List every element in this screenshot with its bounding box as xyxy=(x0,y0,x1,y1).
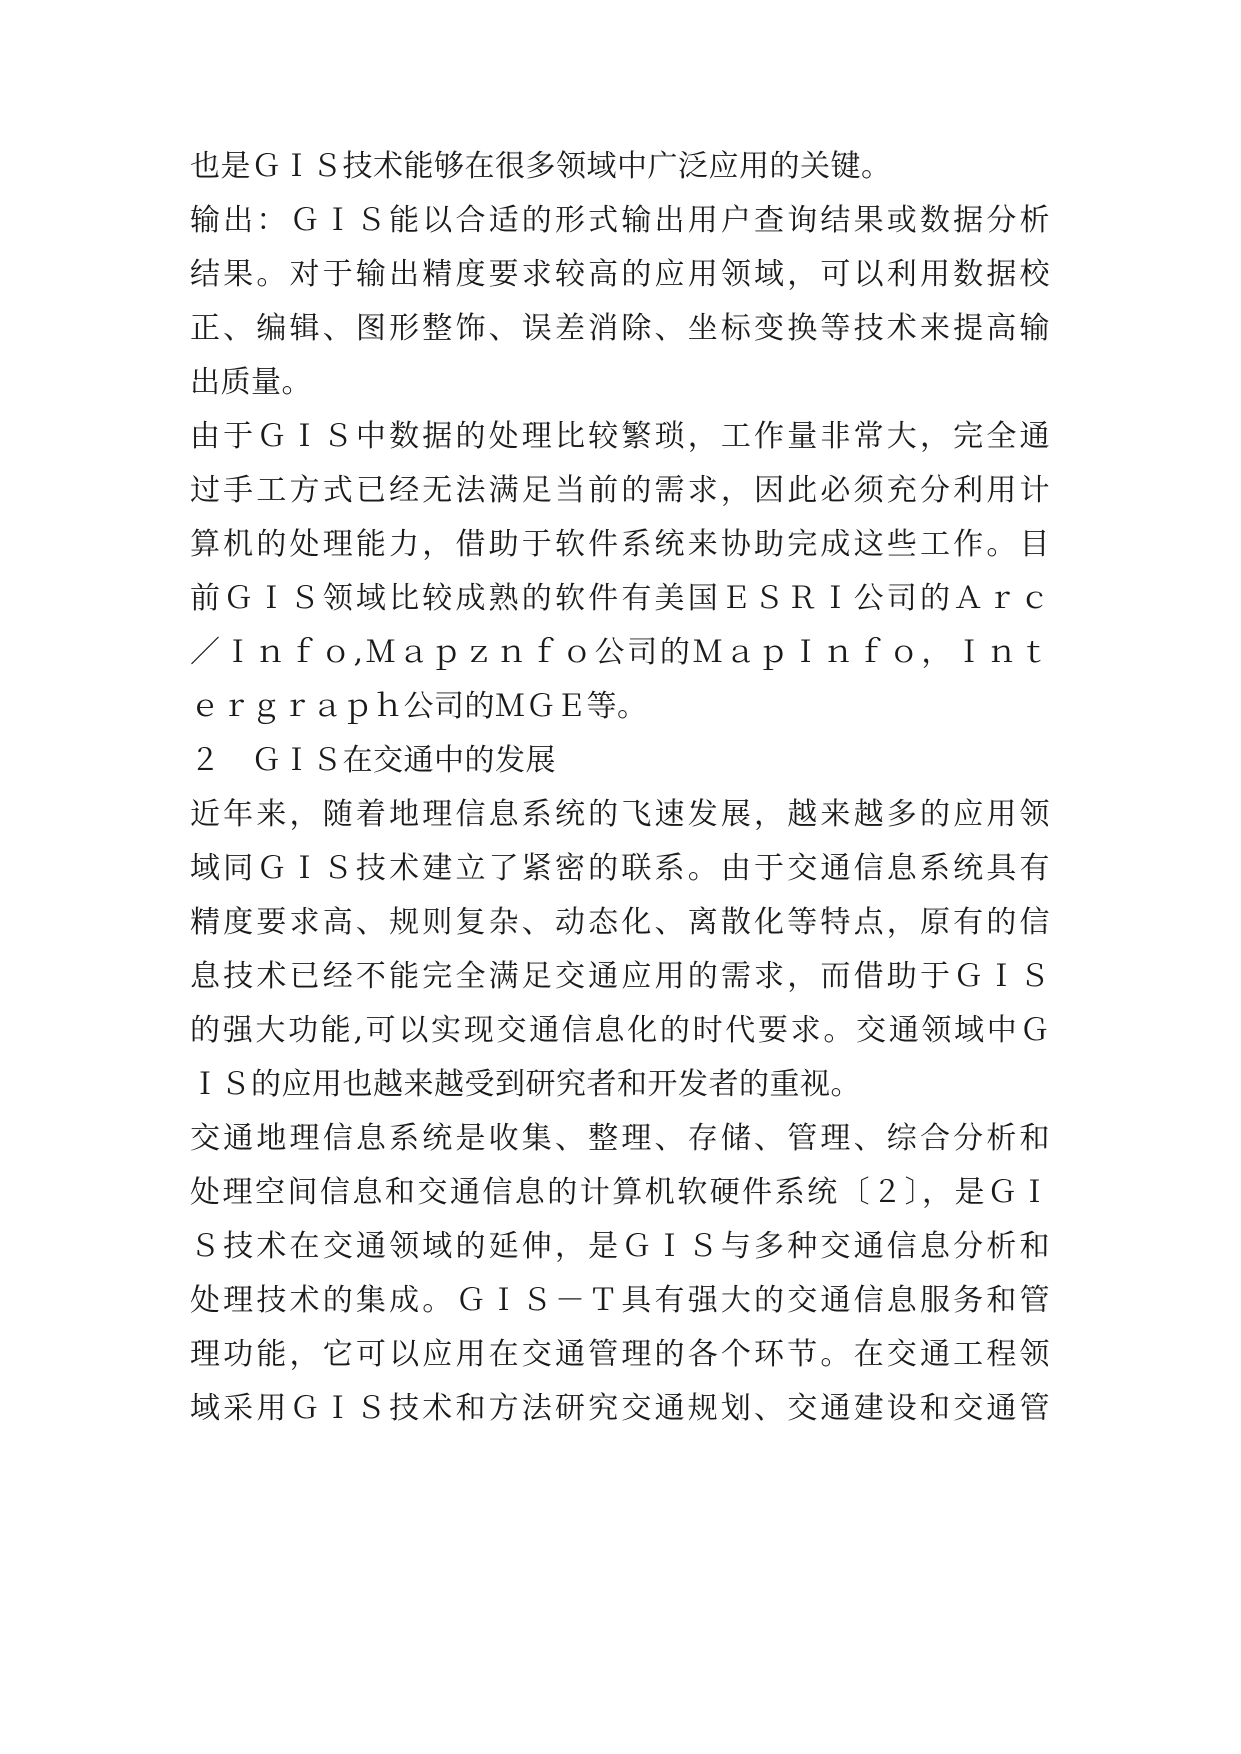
text-line: ／Ｉｎｆｏ,Ｍａｐｚｎｆｏ公司的ＭａｐＩｎｆｏ，Ｉｎｔ xyxy=(190,635,1050,670)
text-line: 过手工方式已经无法满足当前的需求，因此必须充分利用计 xyxy=(190,473,1050,508)
text-line: 结果。对于输出精度要求较高的应用领域，可以利用数据校 xyxy=(190,257,1050,292)
text-line: 理功能，它可以应用在交通管理的各个环节。在交通工程领 xyxy=(190,1337,1050,1372)
text-line: 精度要求高、规则复杂、动态化、离散化等特点，原有的信 xyxy=(190,905,1050,940)
text-line: 出质量。 xyxy=(190,365,312,400)
text-line: 前ＧＩＳ领域比较成熟的软件有美国ＥＳＲＩ公司的Ａｒｃ xyxy=(190,581,1050,616)
text-line: 交通地理信息系统是收集、整理、存储、管理、综合分析和 xyxy=(190,1121,1050,1156)
text-line: Ｓ技术在交通领域的延伸，是ＧＩＳ与多种交通信息分析和 xyxy=(190,1229,1050,1264)
section-heading: ２ ＧＩＳ在交通中的发展 xyxy=(190,743,556,778)
text-line: 也是ＧＩＳ技术能够在很多领域中广泛应用的关键。 xyxy=(190,149,892,184)
text-line: 域同ＧＩＳ技术建立了紧密的联系。由于交通信息系统具有 xyxy=(190,851,1050,886)
text-line: 域采用ＧＩＳ技术和方法研究交通规划、交通建设和交通管 xyxy=(190,1391,1050,1426)
text-line: 正、编辑、图形整饰、误差消除、坐标变换等技术来提高输 xyxy=(190,311,1050,346)
text-line: 近年来，随着地理信息系统的飞速发展，越来越多的应用领 xyxy=(190,797,1050,832)
text-line: ｅｒｇｒａｐｈ公司的ＭＧＥ等。 xyxy=(190,689,648,724)
text-line: ＩＳ的应用也越来越受到研究者和开发者的重视。 xyxy=(190,1067,861,1102)
text-line: 由于ＧＩＳ中数据的处理比较繁琐，工作量非常大，完全通 xyxy=(190,419,1050,454)
text-line: 的强大功能,可以实现交通信息化的时代要求。交通领域中Ｇ xyxy=(190,1013,1050,1048)
text-line: 息技术已经不能完全满足交通应用的需求，而借助于ＧＩＳ xyxy=(190,959,1050,994)
text-line: 处理空间信息和交通信息的计算机软硬件系统〔２〕，是ＧＩ xyxy=(190,1175,1050,1210)
text-line: 处理技术的集成。ＧＩＳ－Ｔ具有强大的交通信息服务和管 xyxy=(190,1283,1050,1318)
text-line: 输出：ＧＩＳ能以合适的形式输出用户查询结果或数据分析 xyxy=(190,203,1050,238)
text-line: 算机的处理能力，借助于软件系统来协助完成这些工作。目 xyxy=(190,527,1050,562)
